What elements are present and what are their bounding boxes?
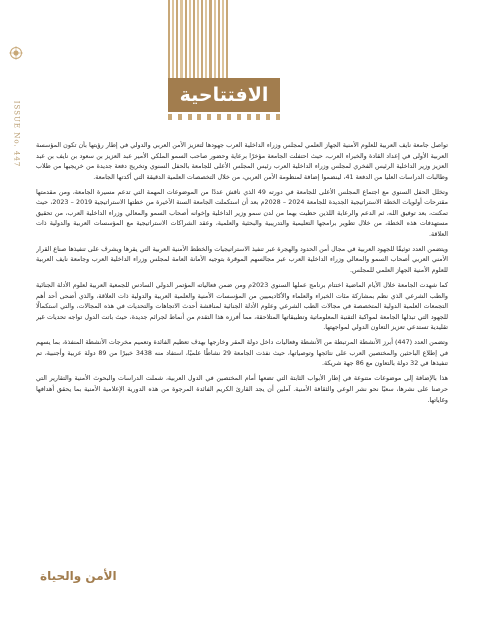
paragraph: تواصل جامعة نايف العربية للعلوم الأمنية الجهاز العلمي لمجلس وزراء الداخلية العرب جهودها لتعزيز الأمن العربي والدولي في إطار رؤيتها بأن تكون المؤسسة العربية الأولى في إعداد القادة والخبراء العرب، حيث احتفلت الجامعة مؤخرًا برعاية وحضور صاحب السمو الملكي الأمير عبد العزيز بن سعود بن نايف بن عبد العزيز وزير الداخلية الرئيس الفخري لمجلس وزراء الداخلية العرب رئيس المجلس الأعلى للجامعة بالحفل السنوي وتخريج دفعة جديدة من خريجيها من طلاب وطالبات الدراسات العليا من الدفعة 41، لينضموا إضافة لمنظومة الأمن العربي، من خلال التخصصات العلمية الدقيقة التي أكدتها الجامعة. — [36, 142, 448, 181]
title-banner — [168, 78, 280, 112]
paragraph: هذا بالإضافة إلى موضوعات متنوعة في إطار الأبواب الثابتة التي تضعها أمام المختصين في الدول العربية، شملت الدراسات والبحوث الأمنية والتقارير التي حرصنا على نشرها، سعيًا نحو نشر الوعي والثقافة الأمنية. آملين أن يجد القارئ الكريم الفائدة المرجوة من هذه الدورية الإعلامية الأمنية بما يحقق أهدافها وغاياتها. — [36, 375, 448, 404]
decorative-stripes — [168, 0, 228, 78]
ornament-icon — [9, 46, 23, 60]
paragraph: وتخلل الحفل السنوي مع اجتماع المجلس الأعلى للجامعة في دورته 49 الذي ناقش عددًا من الموضوعات المهمة التي تدعم مسيرة الجامعة، ومن مقدمتها مقترحات أولويات الخطة الاستراتيجية الجديدة للجامعة 2024 – 2028م بعد أن استكملت الجامعة السنة الأخيرة من خطتها الاستراتيجية 2019 – 2023، حيث تمكنت، بعد توفيق الله، ثم الدعم والرعاية اللذين حظيت بهما من لدن سمو وزير الداخلية وإخوانه أصحاب السمو والمعالي وزراء الداخلية العرب، من تحقيق مستهدفات هذه الخطة، من خلال تطوير برامجها التعليمية والتدريبية والبحثية والعلمية، وعقد الشراكات الاستراتيجية مع المؤسسات العربية والدولية ذات العلاقة. — [36, 188, 448, 238]
issue-number-text: ISSUE No. 447 — [12, 100, 20, 168]
paragraph: ويتضمن العدد توثيقًا للجهود العربية في مجال أمن الحدود والهجرة عبر تنفيذ الاستراتيجيات والخطط الأمنية العربية التي يقرها ويشرف على تنفيذها صناع القرار الأمني العربي أصحاب السمو والمعالي وزراء الداخلية العرب عبر مجالسهم الموقرة بتوجيه الأمانة العامة لمجلس وزراء الداخلية العرب وجامعة نايف العربية للعلوم الأمنية الجهاز العلمي للمجلس. — [36, 245, 448, 275]
banner-ticks — [168, 114, 280, 120]
issue-number-label — [2, 100, 30, 168]
editorial-body — [36, 141, 448, 541]
page-title: الافتتاحية — [179, 84, 269, 106]
paragraph: كما شهدت الجامعة خلال الأيام الماضية اختتام برنامج عملها السنوي 2023م ومن ضمن فعالياته المؤتمر الدولي السادس للجمعية العربية لعلوم الأدلة الجنائية والطب الشرعي الذي نظم بمشاركة مئات الخبراء والعلماء والأكاديميين من المؤسسات الأمنية والعلمية العربية والدولية ذات العلاقة، والذي أضحى أحد أهم التجمعات العلمية الدولية المتخصصة في مجالات الطب الشرعي وعلوم الأدلة الجنائية لمناقشة أحدث الاتجاهات والتحديات في هذه المجالات، والتي استكمالًا للجهود التي تبذلها الجامعة لمواكبة التقنية المعلوماتية وتطبيقاتها المتلاحقة، مما أفرزه هذا التقدم من أنماط لجرائم جديدة، حيث باتت الدول تواجه تحديات غير تقليدية تستدعي تعزيز التعاون الدولي لمواجهتها. — [36, 282, 448, 332]
magazine-name-footer: الأمن والحياة — [40, 569, 117, 583]
paragraph: وتضمن العدد (447) أبرز الأنشطة المرتبطة من الأنشطة وفعاليات داخل دولة المقر وخارجها بهدف تعظيم الفائدة وتعميم مخرجات الأنشطة المنفذة، بما يسهم في إطلاع الباحثين والمختصين العرب على نتائجها وتوصياتها، حيث نفذت الجامعة 29 نشاطًا علميًا، استفاد منه 3438 خبيرًا من 89 دولة عربية وأجنبية، تم تنفيذها في 32 دولة بالتعاون مع 86 جهة شريكة. — [36, 339, 448, 368]
